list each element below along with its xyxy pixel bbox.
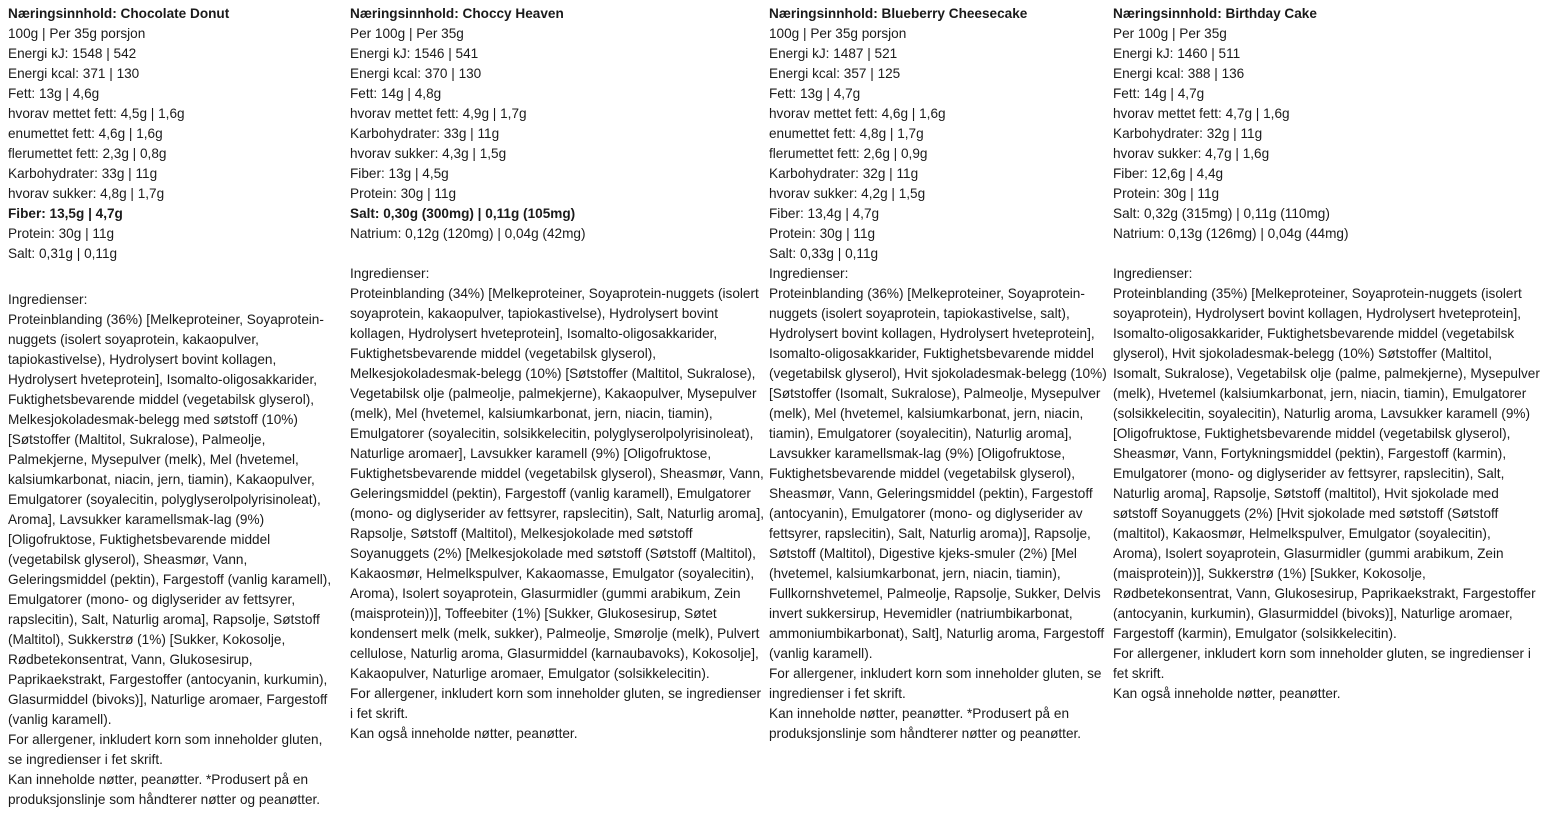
nutrition-row: Fett: 14g | 4,8g bbox=[350, 86, 442, 101]
ingredients-label: Ingredienser: bbox=[769, 266, 849, 281]
nutrition-title: Næringsinnhold: Chocolate Donut bbox=[8, 6, 230, 21]
nutrition-row: enumettet fett: 4,8g | 1,7g bbox=[769, 126, 924, 141]
may-contain-note: Kan også inneholde nøtter, peanøtter. bbox=[1113, 686, 1341, 701]
nutrition-row: Fiber: 13,4g | 4,7g bbox=[769, 206, 880, 221]
ingredients-text: Proteinblanding (34%) [Melkeproteiner, Soyaprotein-nuggets (isolert soyaprotein, kakaopulver, tapiokastivelse), Hydrolysert bovint kollagen, Hydrolysert hveteprotein], Isomalto-oligosakkarider, Fuktighetsbevarende middel (vegetabilsk glyserol), Melkesjokoladesmak-belegg (10%) [Søtstoffer (Maltitol, Sukralose), Vegetabilsk olje (palmeolje, palmekjerne), Kakaopulver, Mysepulver (melk), Mel (hvetemel, kalsiumkarbonat, jern, niacin, tiamin), Emulgatorer (soyalecitin, solsikkelecitin, polyglyserolpolyrisinoleat), Naturlige aromaer], Lavsukker karamell (9%) [Oligofruktose, Fuktighetsbevarende middel (vegetabilsk glyserol), Sheasmør, Vann, Geleringsmiddel (pektin), Fargestoff (vanlig karamell), Emulgatorer (mono- og diglyserider av fettsyrer, rapslecitin), Salt, Naturlig aroma], Rapsolje, Søtstoff (Maltitol), Melkesjokolade med søtstoff Soyanuggets (2%) [Melkesjokolade med søtstoff (Søtstoff (Maltitol), Kakaosmør, Helmelkspulver, Kakaomasse, Emulgator (soyalecitin), Aroma), Isolert soyaprotein, Glasurmidler (gummi arabikum, Zein (maisprotein))], Toffeebiter (1%) [Sukker, Glukosesirup, Søtet kondensert melk (melk, sukker), Palmeolje, Smørolje (melk), Pulvert cellulose, Naturlig aroma, Glasurmiddel (karnaubavoks), Kokosolje], Kakaopulver, Naturlige aromaer, Emulgator (solsikkelecitin). bbox=[350, 286, 765, 681]
nutrition-row: Fett: 14g | 4,7g bbox=[1113, 86, 1205, 101]
ingredients-label: Ingredienser: bbox=[8, 292, 88, 307]
may-contain-note: Kan inneholde nøtter, peanøtter. *Produsert på en produksjonslinje som håndterer nøtter og peanøtter. bbox=[8, 772, 321, 807]
nutrition-row: hvorav mettet fett: 4,7g | 1,6g bbox=[1113, 106, 1290, 121]
nutrition-row: Fiber: 13,5g | 4,7g bbox=[8, 206, 123, 221]
nutrition-row: hvorav sukker: 4,8g | 1,7g bbox=[8, 186, 165, 201]
allergen-note: For allergener, inkludert korn som inneholder gluten, se ingredienser i fet skrift. bbox=[350, 686, 762, 721]
nutrition-row: Fett: 13g | 4,6g bbox=[8, 86, 100, 101]
ingredients-text: Proteinblanding (35%) [Melkeproteiner, Soyaprotein-nuggets (isolert soyaprotein), Hydrolysert bovint kollagen, Hydrolysert hveteprotein], Isomalto-oligosakkarider, Fuktighetsbevarende middel (vegetabilsk glyserol), Hvit sjokoladesmak-belegg (10%) Søtstoffer (Maltitol, Isomalt, Sukralose), Vegetabilsk olje (palme, palmekjerne), Mysepulver (melk), Hvetemel (kalsiumkarbonat, jern, niacin, tiamin), Emulgatorer (solsikkelecitin, soyalecitin), Naturlig aroma, Lavsukker karamell (9%) [Oligofruktose, Fuktighetsbevarende middel (vegetabilsk glyserol), Sheasmør, Vann, Fortykningsmiddel (pektin), Fargestoff (karmin), Emulgatorer (mono- og diglyserider av fettsyrer, rapslecitin), Salt, Naturlig aroma], Rapsolje, Søtstoff (maltitol), Hvit sjokolade med søtstoff Soyanuggets (2%) [Hvit sjokolade med søtstoff (Søtstoff (maltitol), Kakaosmør, Helmelkspulver, Emulgator (soyalecitin), Aroma), Isolert soyaprotein, Glasurmidler (gummi arabikum, Zein (maisprotein))], Sukkerstrø (1%) [Sukker, Kokosolje, Rødbetekonsentrat, Vann, Glukosesirup, Paprikaekstrakt, Fargestoffer (antocyanin, kurkumin), Glasurmiddel (bivoks)], Naturlige aromaer, Fargestoff (karmin), Emulgator (solsikkelecitin). bbox=[1113, 286, 1540, 641]
allergen-note: For allergener, inkludert korn som inneholder gluten, se ingredienser i fet skrift. bbox=[1113, 646, 1531, 681]
nutrition-row: hvorav sukker: 4,7g | 1,6g bbox=[1113, 146, 1270, 161]
nutrition-row: Fiber: 12,6g | 4,4g bbox=[1113, 166, 1224, 181]
nutrition-row: Salt: 0,32g (315mg) | 0,11g (110mg) bbox=[1113, 206, 1330, 221]
allergen-note: For allergener, inkludert korn som inneholder gluten, se ingredienser i fet skrift. bbox=[769, 666, 1102, 701]
nutrition-row: Protein: 30g | 11g bbox=[769, 226, 876, 241]
product-column-birthday-cake bbox=[1113, 4, 1541, 704]
nutrition-row: Salt: 0,33g | 0,11g bbox=[769, 246, 879, 261]
nutrition-row: Fett: 13g | 4,7g bbox=[769, 86, 861, 101]
nutrition-row: Natrium: 0,12g (120mg) | 0,04g (42mg) bbox=[350, 226, 586, 241]
ingredients-text: Proteinblanding (36%) [Melkeproteiner, Soyaprotein-nuggets (isolert soyaprotein, kakaopulver, tapiokastivelse), Hydrolysert bovint kollagen, Hydrolysert hveteprotein], Isomalto-oligosakkarider, Fuktighetsbevarende middel (vegetabilsk glyserol), Melkesjokoladesmak-belegg med søtstoff (10%) [Søtstoffer (Maltitol, Sukralose), Palmeolje, Palmekjerne, Mysepulver (melk), Mel (hvetemel, kalsiumkarbonat, niacin, jern, tiamin), Kakaopulver, Emulgatorer (soyalecitin, polyglyserolpolyrisinoleat), Aroma], Lavsukker karamellsmak-lag (9%) [Oligofruktose, Fuktighetsbevarende middel (vegetabilsk glyserol), Sheasmør, Vann, Geleringsmiddel (pektin), Fargestoff (vanlig karamell), Emulgatorer (mono- og diglyserider av fettsyrer, rapslecitin), Salt, Naturlig aroma], Rapsolje, Søtstoff (Maltitol), Sukkerstrø (1%) [Sukker, Kokosolje, Rødbetekonsentrat, Vann, Glukosesirup, Paprikaekstrakt, Fargestoffer (antocyanin, kurkumin), Glasurmiddel (bivoks)], Naturlige aromaer, Fargestoff (vanlig karamell). bbox=[8, 312, 332, 727]
nutrition-row: Energi kJ: 1460 | 511 bbox=[1113, 46, 1241, 61]
product-column-chocolate-donut bbox=[8, 4, 338, 810]
nutrition-row: Energi kJ: 1487 | 521 bbox=[769, 46, 898, 61]
product-column-blueberry-cheesecake bbox=[769, 4, 1107, 744]
nutrition-row: Karbohydrater: 33g | 11g bbox=[8, 166, 158, 181]
nutrition-rows bbox=[769, 24, 1107, 264]
nutrition-row: flerumettet fett: 2,6g | 0,9g bbox=[769, 146, 928, 161]
nutrition-rows bbox=[8, 24, 338, 264]
nutrition-row: hvorav mettet fett: 4,6g | 1,6g bbox=[769, 106, 946, 121]
nutrition-title: Næringsinnhold: Blueberry Cheesecake bbox=[769, 6, 1028, 21]
nutrition-row: Energi kcal: 370 | 130 bbox=[350, 66, 482, 81]
nutrition-row: Energi kcal: 371 | 130 bbox=[8, 66, 140, 81]
nutrition-row: hvorav sukker: 4,3g | 1,5g bbox=[350, 146, 507, 161]
nutrition-row: 100g | Per 35g porsjon bbox=[8, 26, 146, 41]
nutrition-row: Protein: 30g | 11g bbox=[350, 186, 457, 201]
nutrition-row: Energi kJ: 1548 | 542 bbox=[8, 46, 137, 61]
nutrition-row: Per 100g | Per 35g bbox=[350, 26, 464, 41]
nutrition-row: Natrium: 0,13g (126mg) | 0,04g (44mg) bbox=[1113, 226, 1349, 241]
nutrition-rows bbox=[350, 24, 766, 244]
nutrition-rows bbox=[1113, 24, 1541, 244]
ingredients-label: Ingredienser: bbox=[1113, 266, 1193, 281]
nutrition-title: Næringsinnhold: Birthday Cake bbox=[1113, 6, 1317, 21]
nutrition-row: enumettet fett: 4,6g | 1,6g bbox=[8, 126, 163, 141]
nutrition-row: flerumettet fett: 2,3g | 0,8g bbox=[8, 146, 167, 161]
allergen-note: For allergener, inkludert korn som inneholder gluten, se ingredienser i fet skrift. bbox=[8, 732, 323, 767]
ingredients-text: Proteinblanding (36%) [Melkeproteiner, Soyaprotein-nuggets (isolert soyaprotein, tapiokastivelse, salt), Hydrolysert bovint kollagen, Hydrolysert hveteprotein], Isomalto-oligosakkarider, Fuktighetsbevarende middel (vegetabilsk glyserol), Hvit sjokoladesmak-belegg (10%) [Søtstoffer (Isomalt, Sukralose), Palmeolje, Mysepulver (melk), Mel (hvetemel, kalsiumkarbonat, jern, niacin, tiamin), Emulgatorer (soyalecitin), Naturlig aroma], Lavsukker karamellsmak-lag (9%) [Oligofruktose, Fuktighetsbevarende middel (vegetabilsk glyserol), Sheasmør, Vann, Geleringsmiddel (pektin), Fargestoff (antocyanin), Emulgatorer (mono- og diglyserider av fettsyrer, rapslecitin), Salt, Naturlig aroma)], Rapsolje, Søtstoff (Maltitol), Digestive kjeks-smuler (2%) [Mel (hvetemel, kalsiumkarbonat, jern, niacin, tiamin), Fullkornshvetemel, Palmeolje, Rapsolje, Sukker, Delvis invert sukkersirup, Hevemidler (natriumbikarbonat, ammoniumbikarbonat), Salt], Naturlig aroma, Fargestoff (vanlig karamell). bbox=[769, 286, 1107, 661]
nutrition-row: Energi kcal: 357 | 125 bbox=[769, 66, 901, 81]
ingredients-label: Ingredienser: bbox=[350, 266, 430, 281]
nutrition-row: Karbohydrater: 32g | 11g bbox=[1113, 126, 1263, 141]
nutrition-row: 100g | Per 35g porsjon bbox=[769, 26, 907, 41]
nutrition-row: Energi kcal: 388 | 136 bbox=[1113, 66, 1245, 81]
nutrition-row: Salt: 0,31g | 0,11g bbox=[8, 246, 118, 261]
nutrition-row: Fiber: 13g | 4,5g bbox=[350, 166, 449, 181]
nutrition-row: Salt: 0,30g (300mg) | 0,11g (105mg) bbox=[350, 206, 576, 221]
nutrition-row: Karbohydrater: 33g | 11g bbox=[350, 126, 500, 141]
nutrition-row: hvorav sukker: 4,2g | 1,5g bbox=[769, 186, 926, 201]
nutrition-row: hvorav mettet fett: 4,9g | 1,7g bbox=[350, 106, 527, 121]
nutrition-title: Næringsinnhold: Choccy Heaven bbox=[350, 6, 564, 21]
nutrition-row: Protein: 30g | 11g bbox=[1113, 186, 1220, 201]
nutrition-row: Energi kJ: 1546 | 541 bbox=[350, 46, 479, 61]
product-column-choccy-heaven bbox=[350, 4, 766, 744]
nutrition-row: hvorav mettet fett: 4,5g | 1,6g bbox=[8, 106, 185, 121]
nutrition-row: Protein: 30g | 11g bbox=[8, 226, 115, 241]
nutrition-row: Per 100g | Per 35g bbox=[1113, 26, 1227, 41]
may-contain-note: Kan inneholde nøtter, peanøtter. *Produsert på en produksjonslinje som håndterer nøtter og peanøtter. bbox=[769, 706, 1082, 741]
may-contain-note: Kan også inneholde nøtter, peanøtter. bbox=[350, 726, 578, 741]
nutrition-row: Karbohydrater: 32g | 11g bbox=[769, 166, 919, 181]
